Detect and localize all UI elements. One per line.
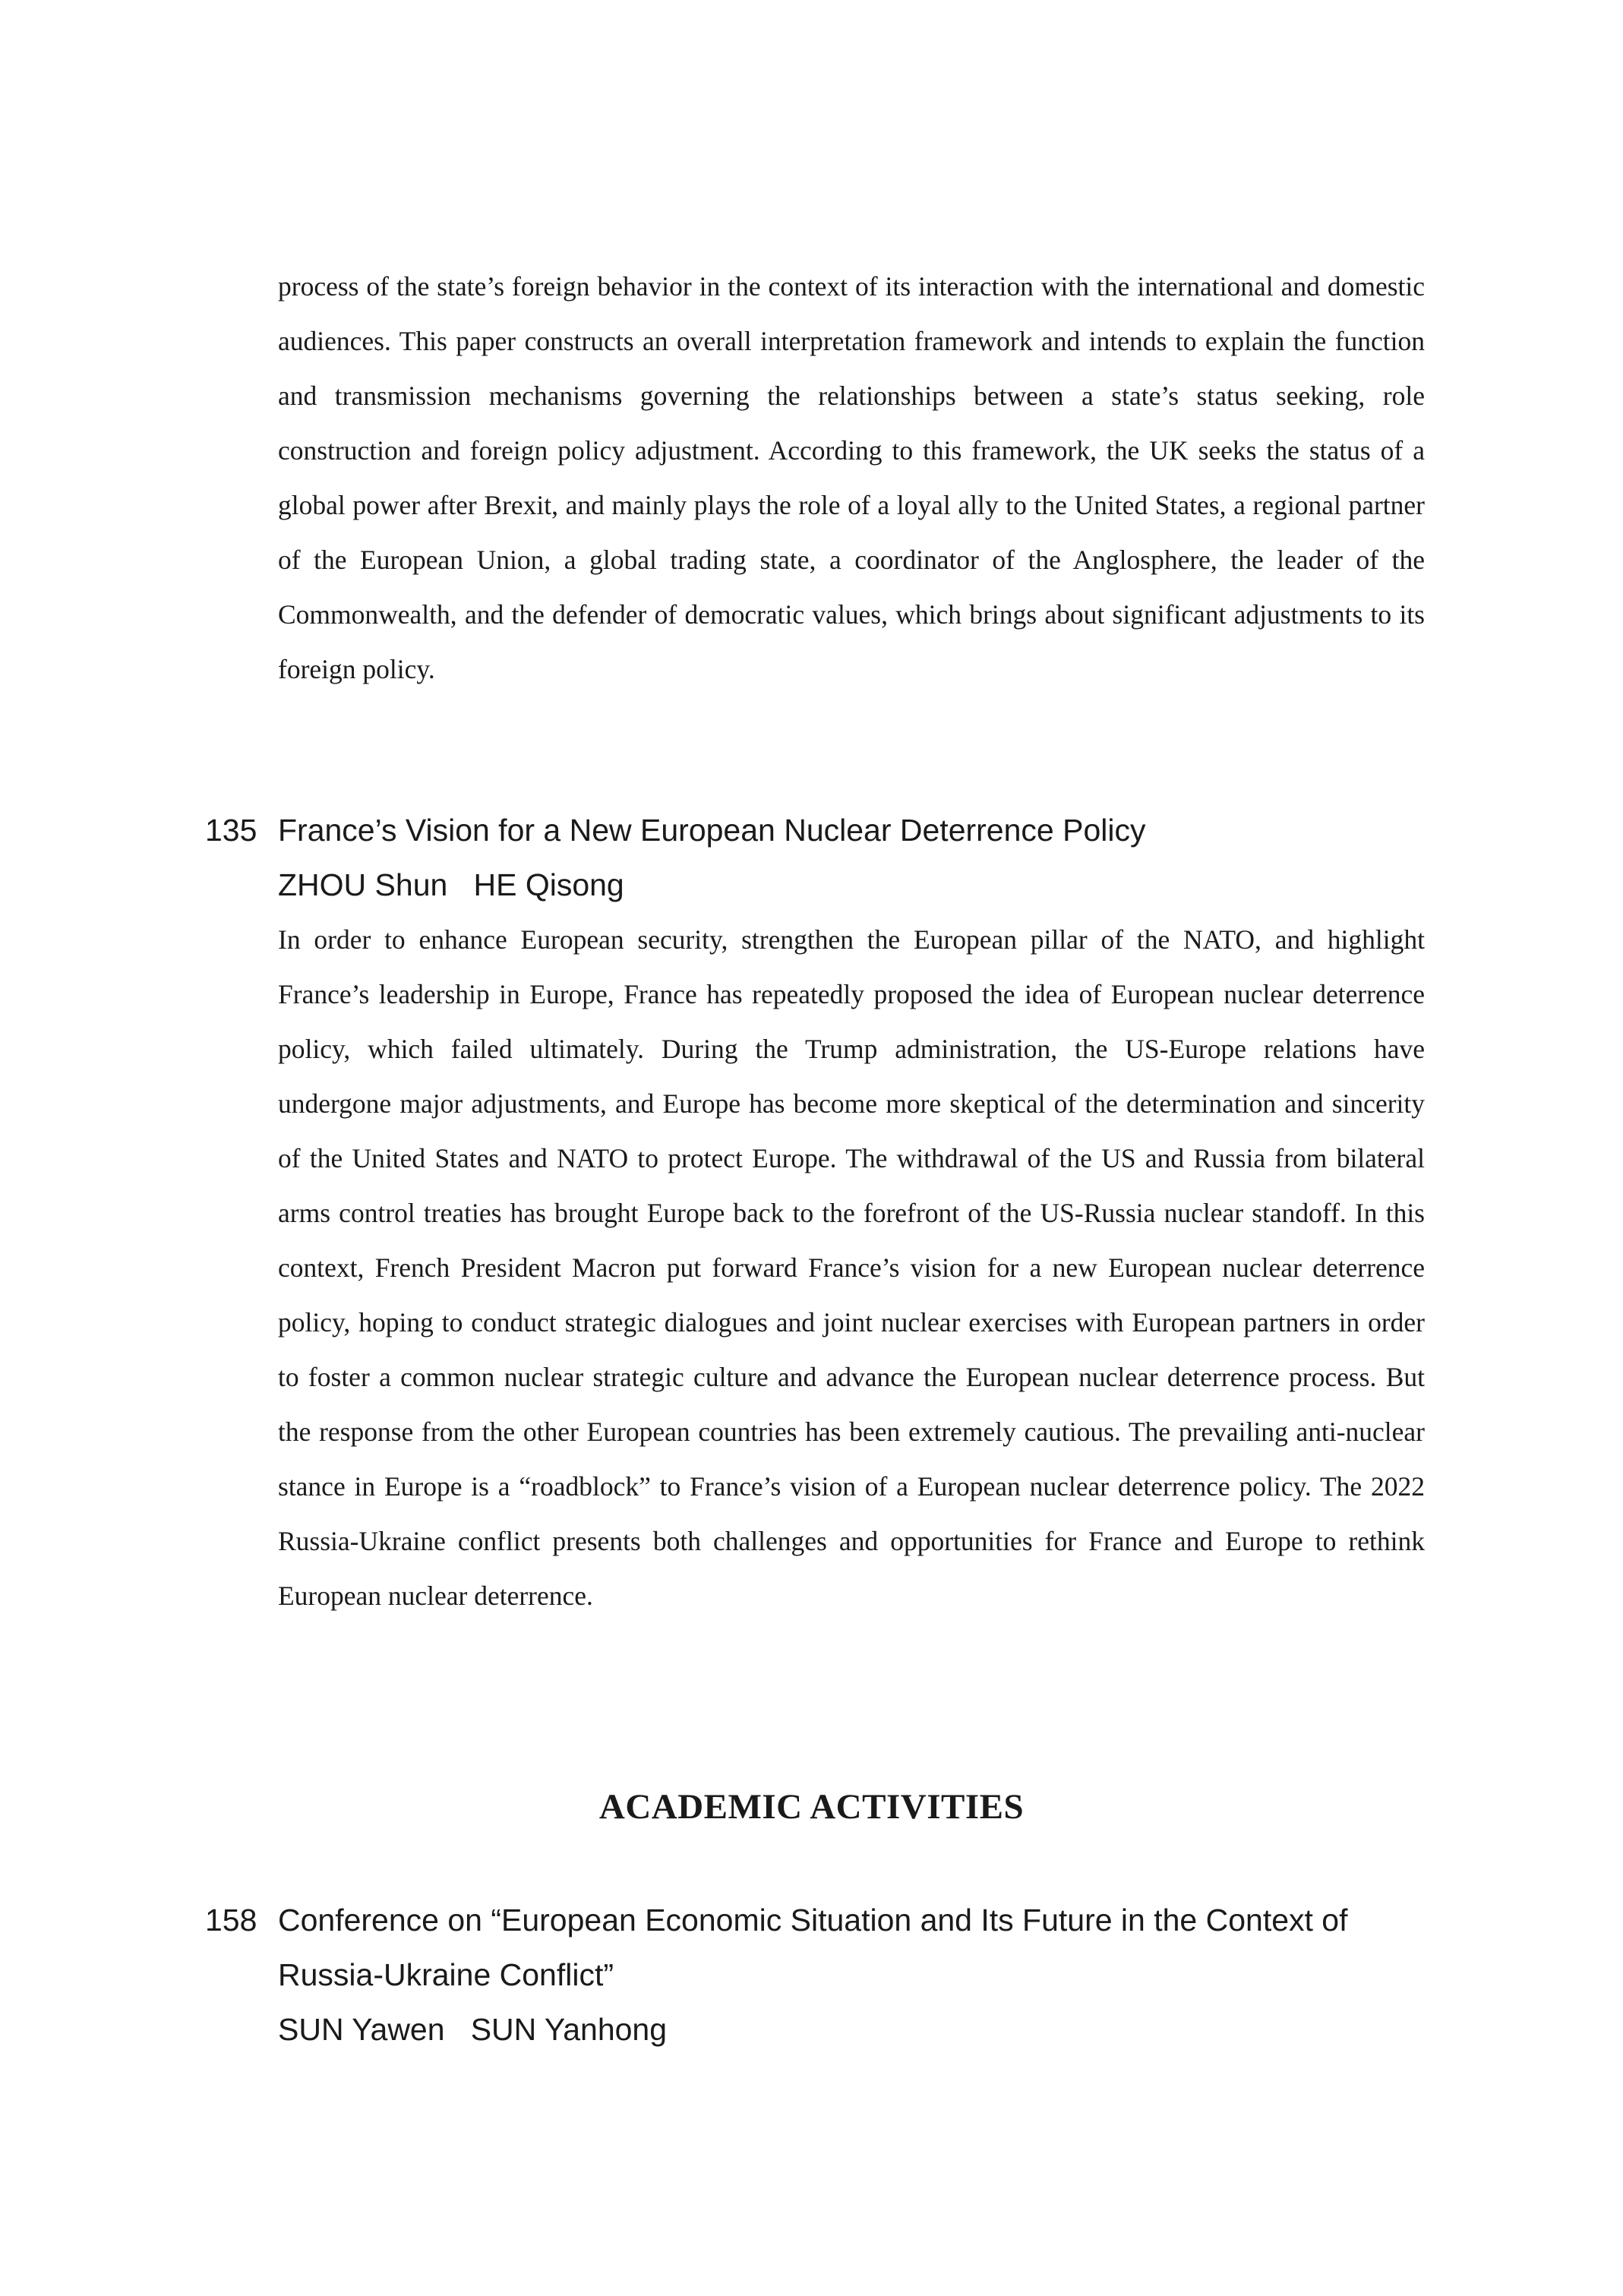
entry-title-158: [205, 1893, 1435, 2002]
entry-title-135: [205, 803, 1435, 857]
entry-page-number: 135: [205, 813, 257, 848]
entry-page-number: 158: [205, 1903, 257, 1938]
entry-title-text: Conference on “European Economic Situation and Its Future in the Context of Russia-Ukraine Conflict”: [278, 1903, 1348, 1992]
entry-authors-135: ZHOU Shun HE Qisong: [278, 867, 624, 902]
abstract-continued-paragraph: process of the state’s foreign behavior in the context of its interaction with the international and domestic audiences. This paper constructs an overall interpretation framework and intends to explain the function and transmission mechanisms governing the relationships between a state’s status seeking, role construction and foreign policy adjustment. According to this framework, the UK seeks the status of a global power after Brexit, and mainly plays the role of a loyal ally to the United States, a regional partner of the European Union, a global trading state, a coordinator of the Anglosphere, the leader of the Commonwealth, and the defender of democratic values, which brings about significant adjustments to its foreign policy.: [278, 271, 1425, 684]
entry-authors-158: SUN Yawen SUN Yanhong: [278, 2012, 668, 2047]
section-heading: ACADEMIC ACTIVITIES: [598, 1787, 1025, 1827]
entry-abstract-135: In order to enhance European security, strengthen the European pillar of the NATO, and highlight France’s leadership in Europe, France has repeatedly proposed the idea of European nuclear deterrence policy, which failed ultimately. During the Trump administration, the US-Europe relations have undergone major adjustments, and Europe has become more skeptical of the determination and sincerity of the United States and NATO to protect Europe. The withdrawal of the US and Russia from bilateral arms control treaties has brought Europe back to the forefront of the US-Russia nuclear standoff. In this context, French President Macron put forward France’s vision for a new European nuclear deterrence policy, hoping to conduct strategic dialogues and joint nuclear exercises with European partners in order to foster a common nuclear strategic culture and advance the European nuclear deterrence process. But the response from the other European countries has been extremely cautious. The prevailing anti-nuclear stance in Europe is a “roadblock” to France’s vision of a European nuclear deterrence policy. The 2022 Russia-Ukraine conflict presents both challenges and opportunities for France and Europe to rethink European nuclear deterrence.: [278, 924, 1425, 1611]
entry-title-text: France’s Vision for a New European Nuclear Deterrence Policy: [278, 813, 1146, 848]
